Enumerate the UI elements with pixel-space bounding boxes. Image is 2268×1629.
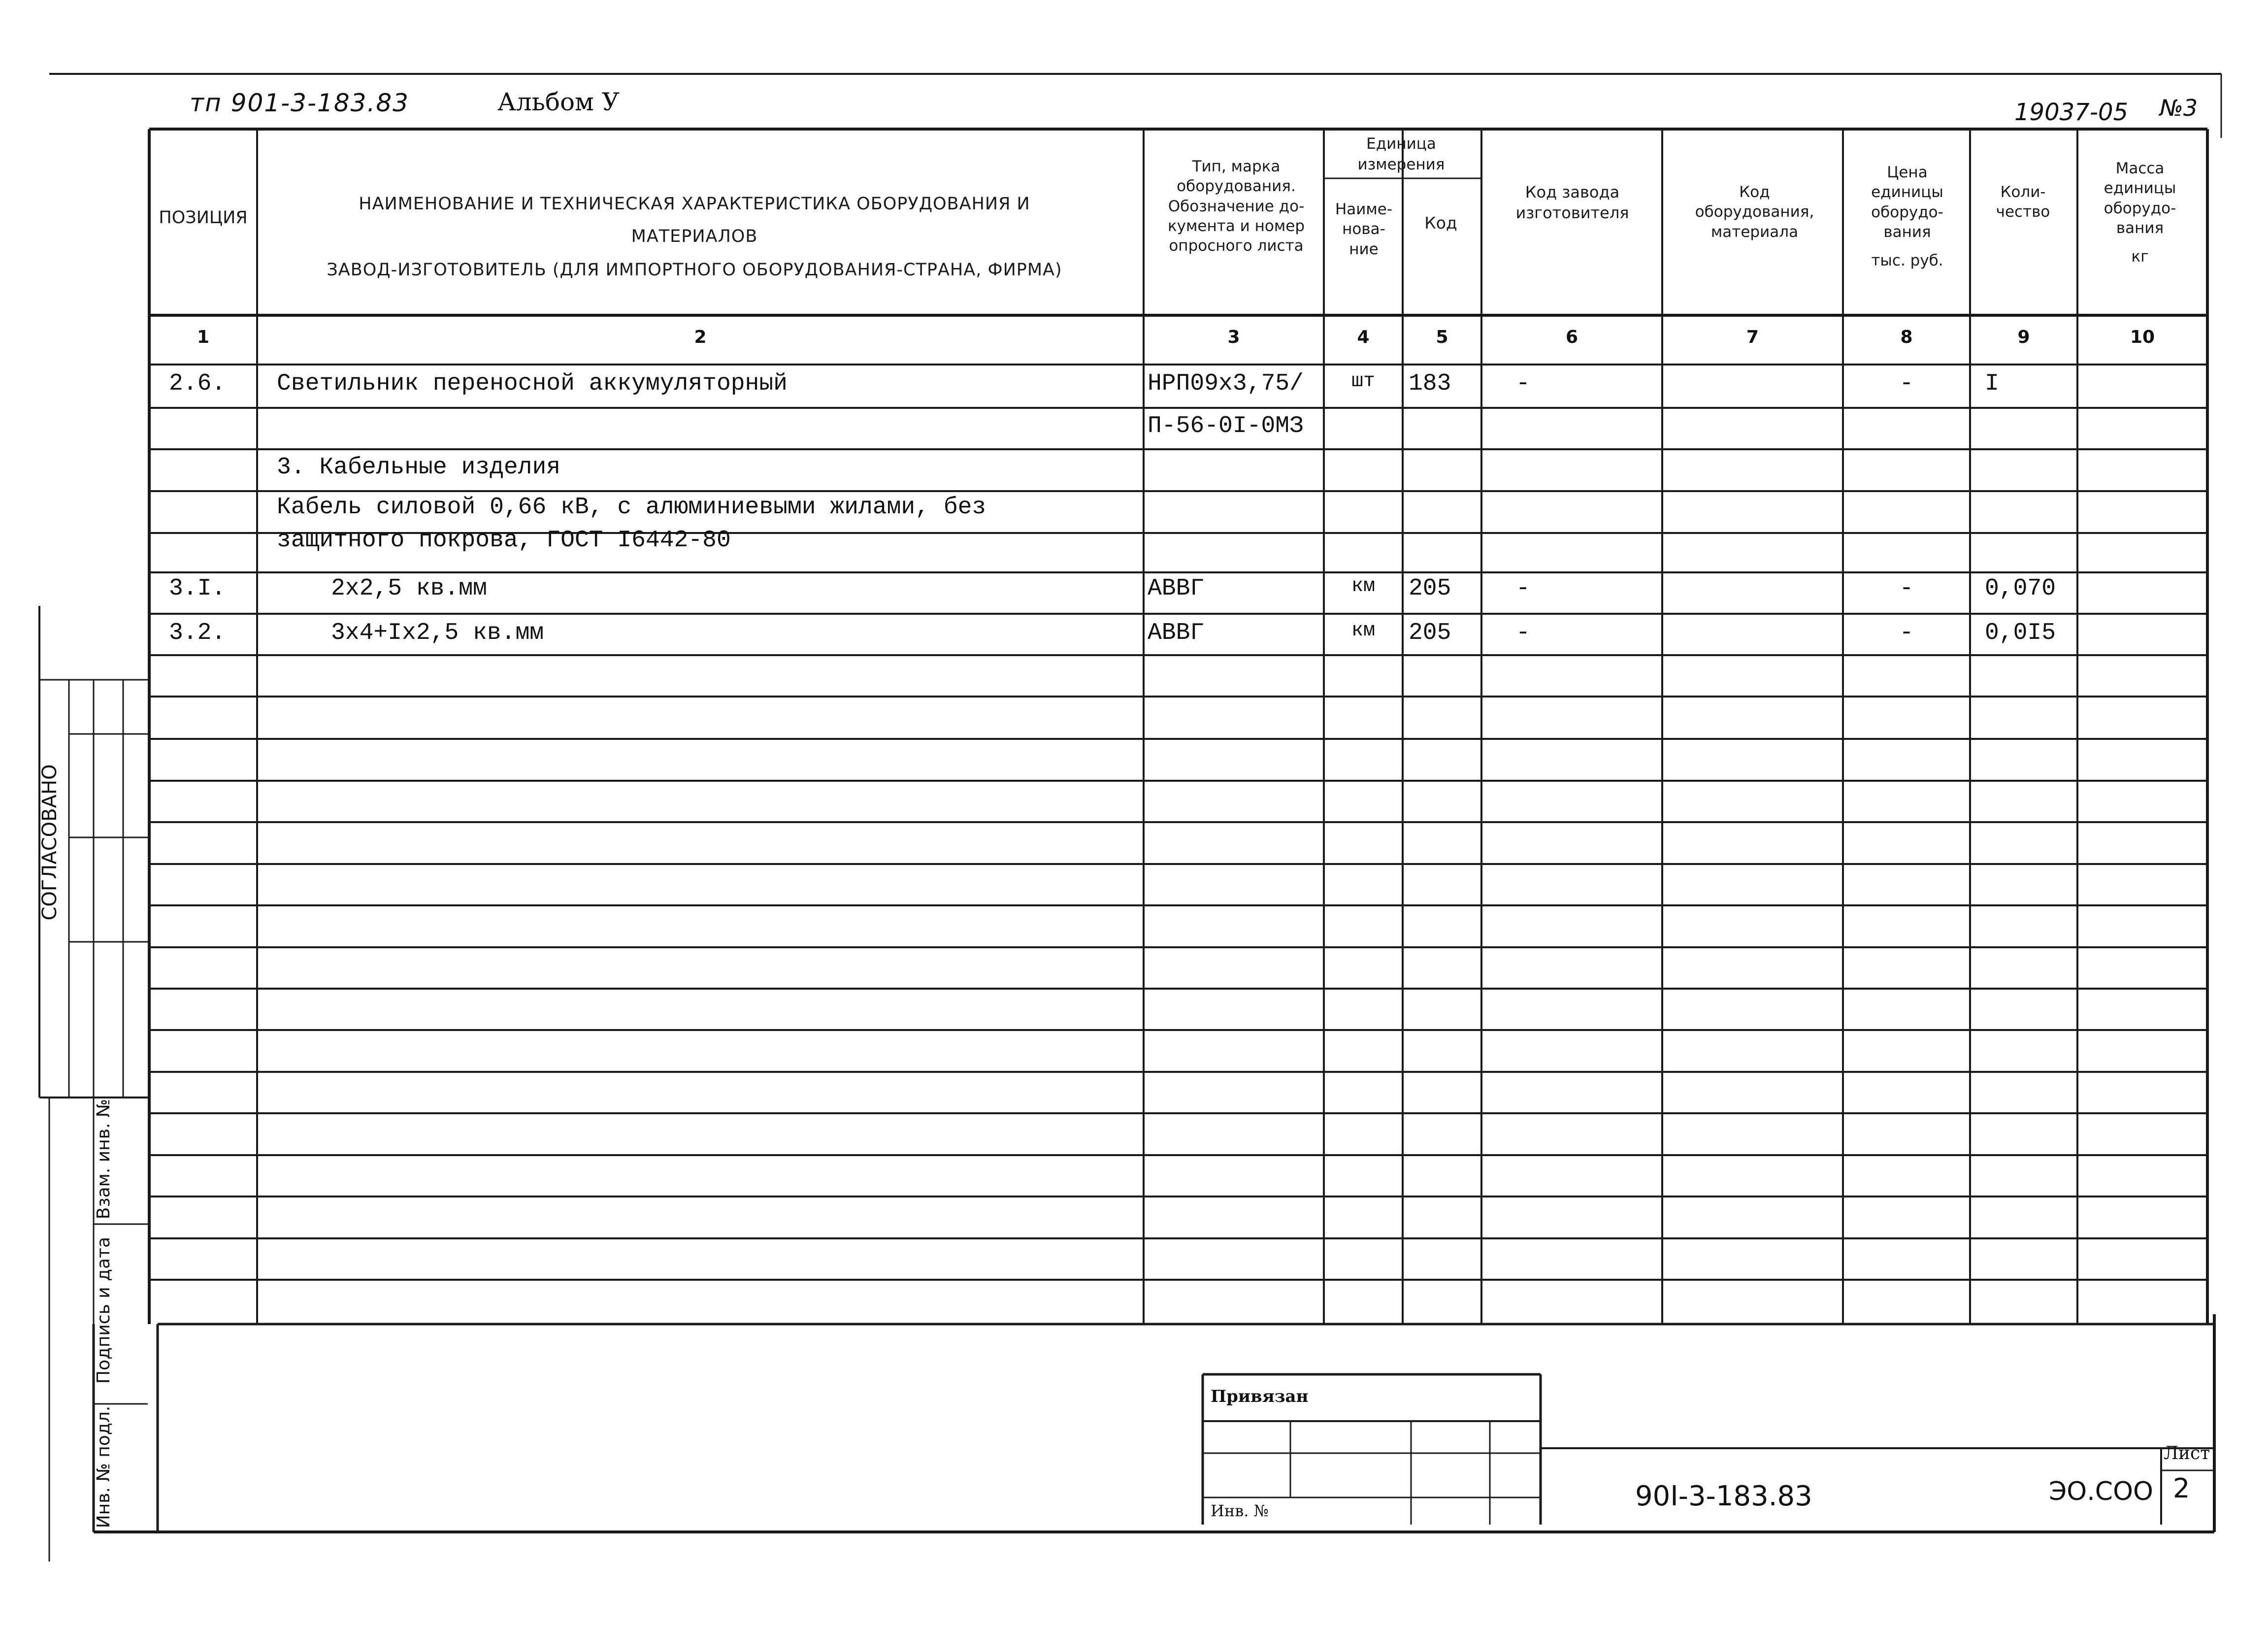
column-number: 8 [1900,327,1913,347]
side-label-signature-date: Подпись и дата [94,1236,114,1384]
header-position: ПОЗИЦИЯ [159,208,248,228]
table-cell-type: АВВГ [1148,575,1205,602]
table-cell-name: 2х2,5 кв.мм [331,575,487,602]
table-cell-pos: 2.6. [169,370,226,397]
table-cell-code: 205 [1409,620,1451,646]
sheet-label: Лист [2164,1443,2210,1463]
column-number: 4 [1357,327,1370,347]
column-number: 2 [694,327,707,347]
table-cell-qty: 0,0I5 [1985,620,2056,646]
stamp-mark: №3 [2160,95,2198,121]
table-cell-type: НРП09х3,75/ [1148,370,1304,397]
column-number: 3 [1227,327,1240,347]
header-price: Цена единицы оборудо- вания тыс. руб. [1871,164,1943,270]
column-number: 9 [2017,327,2030,347]
table-cell-factory: - [1516,370,1530,397]
table-cell-factory: - [1516,575,1530,602]
table-cell-unit: шт [1351,370,1375,393]
bound-label: Привязан [1211,1387,1309,1406]
column-number: 1 [197,327,210,347]
table-cell-name: защитного покрова, ГОСТ I6442-80 [277,527,731,554]
sheet-number: 2 [2173,1473,2190,1504]
side-label-inv-original: Инв. № подл. [94,1405,114,1529]
table-cell-unit: км [1351,575,1375,598]
table-cell-name: Светильник переносной аккумуляторный [277,370,788,397]
document-reference: тп 901-3-183.83 [190,89,409,117]
header-type: Тип, марка оборудования. Обозначение до- кумента и номер опросного листа [1167,158,1305,255]
header-mass: Масса единицы оборудо- вания кг [2104,160,2176,266]
table-cell-name: Кабель силовой 0,66 кВ, с алюминиевыми жилами, без [277,494,986,521]
stamp-number: 19037-05 [2014,99,2129,126]
document-designation: 90I-3-183.83 [1635,1480,1812,1512]
section-code: ЭО.СОО [2049,1477,2153,1506]
column-number: 6 [1565,327,1578,347]
table-cell-price: - [1899,370,1914,397]
column-number: 7 [1746,327,1759,347]
inv-no-label: Инв. № [1211,1501,1269,1520]
header-name-line1: НАИМЕНОВАНИЕ И ТЕХНИЧЕСКАЯ ХАРАКТЕРИСТИКА ОБОРУДОВАНИЯ И [359,194,1030,214]
album-label: Альбом У [497,88,620,116]
table-cell-type: П-56-0I-0МЗ [1148,413,1304,439]
table-cell-price: - [1899,620,1914,646]
table-cell-name: 3. Кабельные изделия [277,454,561,481]
side-label-inv-replace: Взам. инв. № [94,1098,114,1220]
header-unit-name: Наиме- нова- ние [1335,200,1393,258]
table-cell-name: 3х4+Iх2,5 кв.мм [331,620,544,646]
table-cell-factory: - [1516,620,1530,646]
header-name-line3: ЗАВОД-ИЗГОТОВИТЕЛЬ (ДЛЯ ИМПОРТНОГО ОБОРУДОВАНИЯ-СТРАНА, ФИРМА) [327,260,1062,280]
header-unit-group: Единица измерения [1357,135,1445,173]
header-quantity: Коли- чество [1996,183,2050,221]
table-cell-qty: 0,070 [1985,575,2056,602]
table-cell-code: 183 [1409,370,1451,397]
header-factory-code: Код завода изготовителя [1515,183,1629,222]
column-number: 5 [1436,327,1448,347]
table-cell-unit: км [1351,620,1375,642]
header-unit-code: Код [1424,213,1457,233]
table-cell-pos: 3.2. [169,620,226,646]
column-number: 10 [2130,327,2155,347]
table-cell-pos: 3.I. [169,575,226,602]
header-name-line2: МАТЕРИАЛОВ [631,227,758,246]
side-label-agreed: СОГЛАСОВАНО [38,764,61,921]
table-cell-qty: I [1985,370,1999,397]
table-cell-price: - [1899,575,1914,602]
table-cell-code: 205 [1409,575,1451,602]
table-cell-type: АВВГ [1148,620,1205,646]
header-material-code: Код оборудования, материала [1695,183,1814,241]
